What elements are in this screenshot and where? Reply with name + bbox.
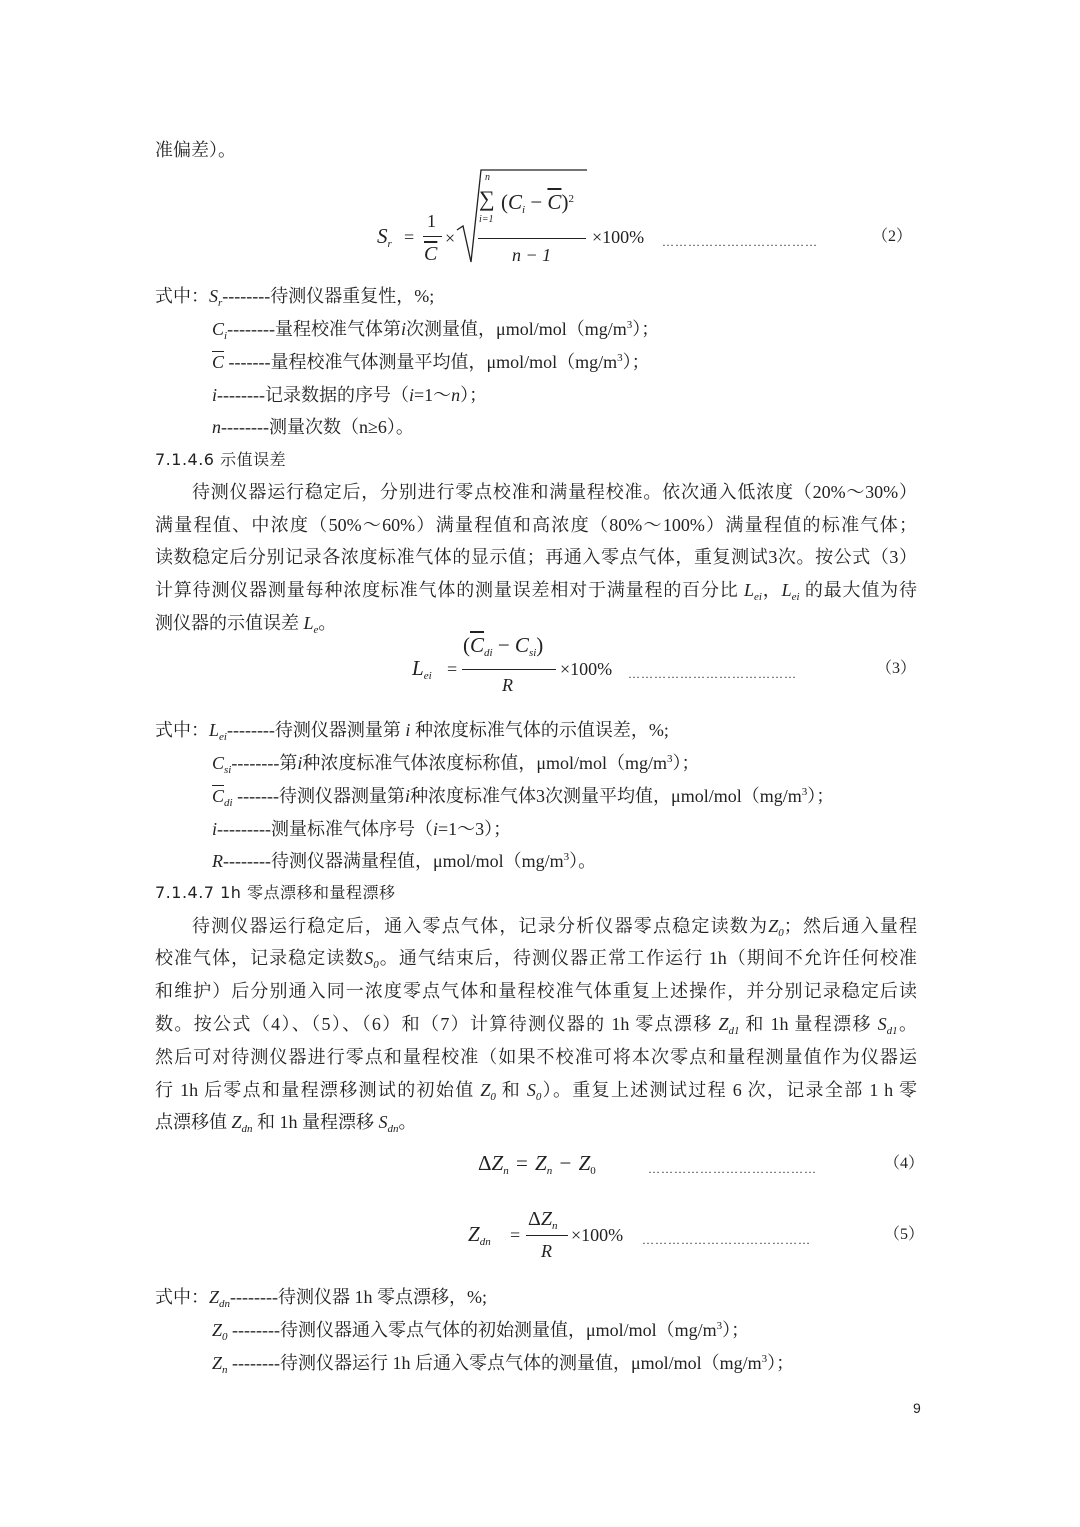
text-run: ）； (722, 1320, 750, 1340)
text-run: --------待测仪器通入零点气体的初始测量值，μmol/mol（mg/m (227, 1320, 717, 1340)
math-variable: $S_{dn}$ (378, 1112, 399, 1135)
superscript: 3 (563, 851, 570, 863)
def-line (212, 1317, 912, 1343)
eq2-sum-lower: i=1 (479, 214, 494, 225)
eq4-body: $\Delta Z_n = Z_n - Z_0$ (478, 1151, 596, 1177)
superscript: 3 (626, 319, 633, 331)
text-run: ）； (622, 352, 650, 372)
math-variable: $L_{ei}$ (781, 580, 800, 603)
paragraph-line (155, 1109, 917, 1135)
text-run: 。 (318, 613, 337, 633)
paragraph-line (155, 544, 917, 570)
eq2-inner-denominator: n − 1 (512, 245, 552, 265)
math-variable: $Z_0$ (768, 916, 784, 939)
text-run: ）； (632, 319, 660, 339)
text-run: --------测量次数（n≥6）。 (221, 417, 414, 437)
def-line (212, 316, 912, 342)
text-run: ）； (807, 786, 835, 806)
text-run: 种浓度标准气体3次测量平均值，μmol/mol（mg/m (410, 786, 802, 806)
eq2-equals: = (404, 227, 415, 247)
def-line (155, 1284, 917, 1310)
text-run: 。 (897, 1014, 918, 1034)
paragraph-line (192, 913, 917, 939)
math-variable: i (405, 786, 411, 806)
text-run: =1～ (413, 385, 452, 405)
math-variable: $Z_0$ (480, 1080, 496, 1103)
math-variable: i (405, 720, 411, 740)
text-run: 测仪器的示值误差 (155, 613, 304, 633)
eq3-lhs: $L_{ei}$ (412, 656, 432, 682)
def-line (155, 717, 917, 743)
math-variable: $Z_0$ (212, 1320, 228, 1343)
def-line (212, 382, 912, 408)
text-run: 式中： (155, 286, 209, 306)
math-variable: $\overline{C}_{di}$ (212, 786, 233, 809)
eq5-number: （5） (884, 1226, 925, 1243)
eq5-lhs: $Z_{dn}$ (468, 1222, 491, 1248)
text-run: ）。重复上述测试过程 6 次，记录全部 1 h 零 (541, 1080, 918, 1100)
math-variable: $Z_n$ (212, 1353, 228, 1376)
eq3-leader-dots: ………………………………… (628, 668, 797, 680)
eq2-fraction-bar (423, 236, 442, 237)
math-variable: $C_i$ (212, 319, 228, 342)
text-run: =1～3）； (437, 819, 512, 839)
text-run: ， (761, 580, 782, 600)
def-line (212, 816, 912, 842)
intro-line (155, 137, 917, 163)
text-run: 种浓度标准气体浓度标称值，μmol/mol（mg/m (302, 753, 667, 773)
text-run: 和 (495, 1080, 527, 1100)
superscript: 3 (667, 753, 673, 765)
math-variable: $S_0$ (526, 1080, 542, 1103)
def-line (212, 783, 912, 809)
eq5-equals: = (510, 1225, 521, 1245)
text-run: ---------测量标准气体序号（ (217, 819, 433, 839)
eq5-numerator: $\Delta Z_n$ (528, 1208, 558, 1232)
text-run: 式中： (155, 1287, 209, 1307)
text-run: --------待测仪器 1h 零点漂移，%; (230, 1287, 487, 1307)
text-run: --------待测仪器测量第 (226, 720, 406, 740)
text-run: 数。按公式（4）、（5）、（6）和（7）计算待测仪器的 1h 零点漂移 (155, 1014, 719, 1034)
eq3-percent: ×100% (560, 659, 613, 679)
def-line (155, 283, 917, 309)
text-run: --------第 (231, 753, 298, 773)
text-run: 式中： (155, 720, 209, 740)
text-run: 然后可对待测仪器进行零点和量程校准（如果不校准可将本次零点和量程测量值作为仪器运 (155, 1047, 917, 1067)
page-number: 9 (913, 1400, 921, 1416)
math-variable: i (297, 753, 303, 773)
text-run: 待测仪器运行稳定后，通入零点气体，记录分析仪器零点稳定读数为 (192, 916, 769, 936)
text-run: 7.1.4.6 示值误差 (155, 450, 287, 469)
math-variable: n (451, 385, 461, 405)
eq3-denominator: R (502, 675, 513, 695)
paragraph-line (155, 1011, 917, 1037)
text-run: 满量程值、中浓度（50%～60%）满量程值和高浓度（80%～100%）满量程值的标准气体； (155, 515, 917, 535)
math-variable: $S_0$ (364, 948, 379, 971)
text-run: 和维护）后分别通入同一浓度零点气体和量程校准气体重复上述操作，并分别记录稳定后读 (155, 981, 917, 1001)
superscript: 3 (617, 352, 623, 364)
math-variable: $L_{ei}$ (743, 580, 762, 603)
math-variable: $L_e$ (303, 613, 319, 636)
text-run: 待测仪器运行稳定后，分别进行零点校准和满量程校准。依次通入低浓度（20%～30%） (192, 482, 917, 502)
math-variable: $Z_{d1}$ (718, 1014, 740, 1037)
text-run: 次测量值，μmol/mol（mg/m (406, 319, 627, 339)
eq2-sum-upper: n (485, 172, 490, 183)
math-variable: $Z_{dn}$ (231, 1112, 253, 1135)
eq5-leader-dots: ………………………………… (642, 1234, 811, 1246)
text-run: 的最大值为待 (799, 580, 918, 600)
eq5-fraction-bar (526, 1235, 568, 1236)
text-run: 和 1h 量程漂移 (252, 1112, 379, 1132)
math-variable: R (212, 851, 223, 871)
text-run: 准偏差）。 (155, 140, 236, 160)
superscript: 3 (716, 1320, 723, 1332)
eq2-numerator: 1 (427, 211, 436, 231)
text-run: 种浓度标准气体的示值误差，%; (410, 720, 669, 740)
math-variable: $C_{si}$ (212, 753, 232, 776)
text-run: --------待测仪器重复性，%; (222, 286, 435, 306)
superscript: 3 (761, 1353, 768, 1365)
eq4-leader-dots: ………………………………… (648, 1163, 817, 1175)
def-line (212, 414, 912, 440)
text-run: 点漂移值 (155, 1112, 232, 1132)
def-line (212, 349, 912, 375)
paragraph-line (155, 1044, 917, 1070)
eq3-numerator: $(\overline{C}_{di} - C_{si})$ (463, 633, 544, 659)
math-variable: n (212, 417, 221, 437)
eq5-percent: ×100% (571, 1225, 624, 1245)
eq2-percent: ×100% (592, 227, 645, 247)
text-run: ；然后通入量程 (783, 916, 917, 936)
text-run: ）； (672, 753, 700, 773)
superscript: 3 (801, 786, 808, 798)
eq2-leader-dots: ……………………………… (662, 236, 818, 248)
def-line (212, 750, 912, 776)
paragraph-line (155, 577, 917, 603)
eq3-number: （3） (876, 660, 917, 677)
text-run: ）； (460, 385, 488, 405)
math-variable: i (432, 819, 438, 839)
eq5-denominator: R (541, 1241, 552, 1261)
def-line (212, 848, 912, 874)
paragraph-line (155, 512, 917, 538)
summation-icon: ∑ (479, 186, 495, 211)
math-variable: i (212, 385, 218, 405)
text-run: ）。 (569, 851, 597, 871)
text-run: 。 (398, 1112, 417, 1132)
eq4-number: （4） (884, 1155, 925, 1172)
text-run: 。通气结束后，待测仪器正常工作运行 1h（期间不允许任何校准 (378, 948, 918, 968)
eq2-lhs: $S_r$ (377, 224, 392, 250)
text-run: -------待测仪器测量第 (232, 786, 406, 806)
text-run: 校准气体，记录稳定读数 (155, 948, 365, 968)
text-run: --------待测仪器满量程值，μmol/mol（mg/m (223, 851, 564, 871)
paragraph-line (192, 479, 917, 505)
eq3-equals: = (447, 659, 458, 679)
eq2-denominator: $\overline{C}$ (424, 243, 438, 265)
eq2-sum-term: $(C_i - \overline{C})^2$ (501, 190, 574, 216)
math-variable: i (408, 385, 414, 405)
math-variable: $\overline{C}$ (212, 352, 225, 372)
text-run: 读数稳定后分别记录各浓度标准气体的显示值；再通入零点气体，重复测试3次。按公式（3） (155, 547, 917, 567)
paragraph-line (155, 978, 917, 1004)
text-run: 和 1h 量程漂移 (739, 1014, 878, 1034)
paragraph-line (155, 945, 917, 971)
text-run: --------记录数据的序号（ (217, 385, 409, 405)
text-run: -------量程校准气体测量平均值，μmol/mol（mg/m (224, 352, 618, 372)
text-run: 7.1.4.7 1h 零点漂移和量程漂移 (155, 883, 396, 902)
text-run: ）； (767, 1353, 795, 1373)
math-variable: $L_{ei}$ (209, 720, 227, 743)
text-run: 计算待测仪器测量每种浓度标准气体的测量误差相对于满量程的百分比 (155, 580, 744, 600)
math-variable: $S_{d1}$ (877, 1014, 898, 1037)
math-variable: $Z_{dn}$ (209, 1287, 231, 1310)
eq2-times: × (445, 228, 456, 248)
paragraph-line (155, 1077, 917, 1103)
section-heading-7-1-4-7 (155, 880, 917, 906)
text-run: --------待测仪器运行 1h 后通入零点气体的测量值，μmol/mol（mg/m (227, 1353, 762, 1373)
eq2-inner-fraction-bar (478, 238, 586, 239)
math-variable: i (401, 319, 407, 339)
section-heading-7-1-4-6 (155, 447, 917, 473)
text-run: --------量程校准气体第 (227, 319, 402, 339)
text-run: 行 1h 后零点和量程漂移测试的初始值 (155, 1080, 481, 1100)
math-variable: $S_r$ (209, 286, 223, 309)
def-line (212, 1350, 912, 1376)
eq3-fraction-bar (462, 669, 556, 670)
eq2-number: （2） (872, 228, 913, 245)
math-variable: i (212, 819, 218, 839)
